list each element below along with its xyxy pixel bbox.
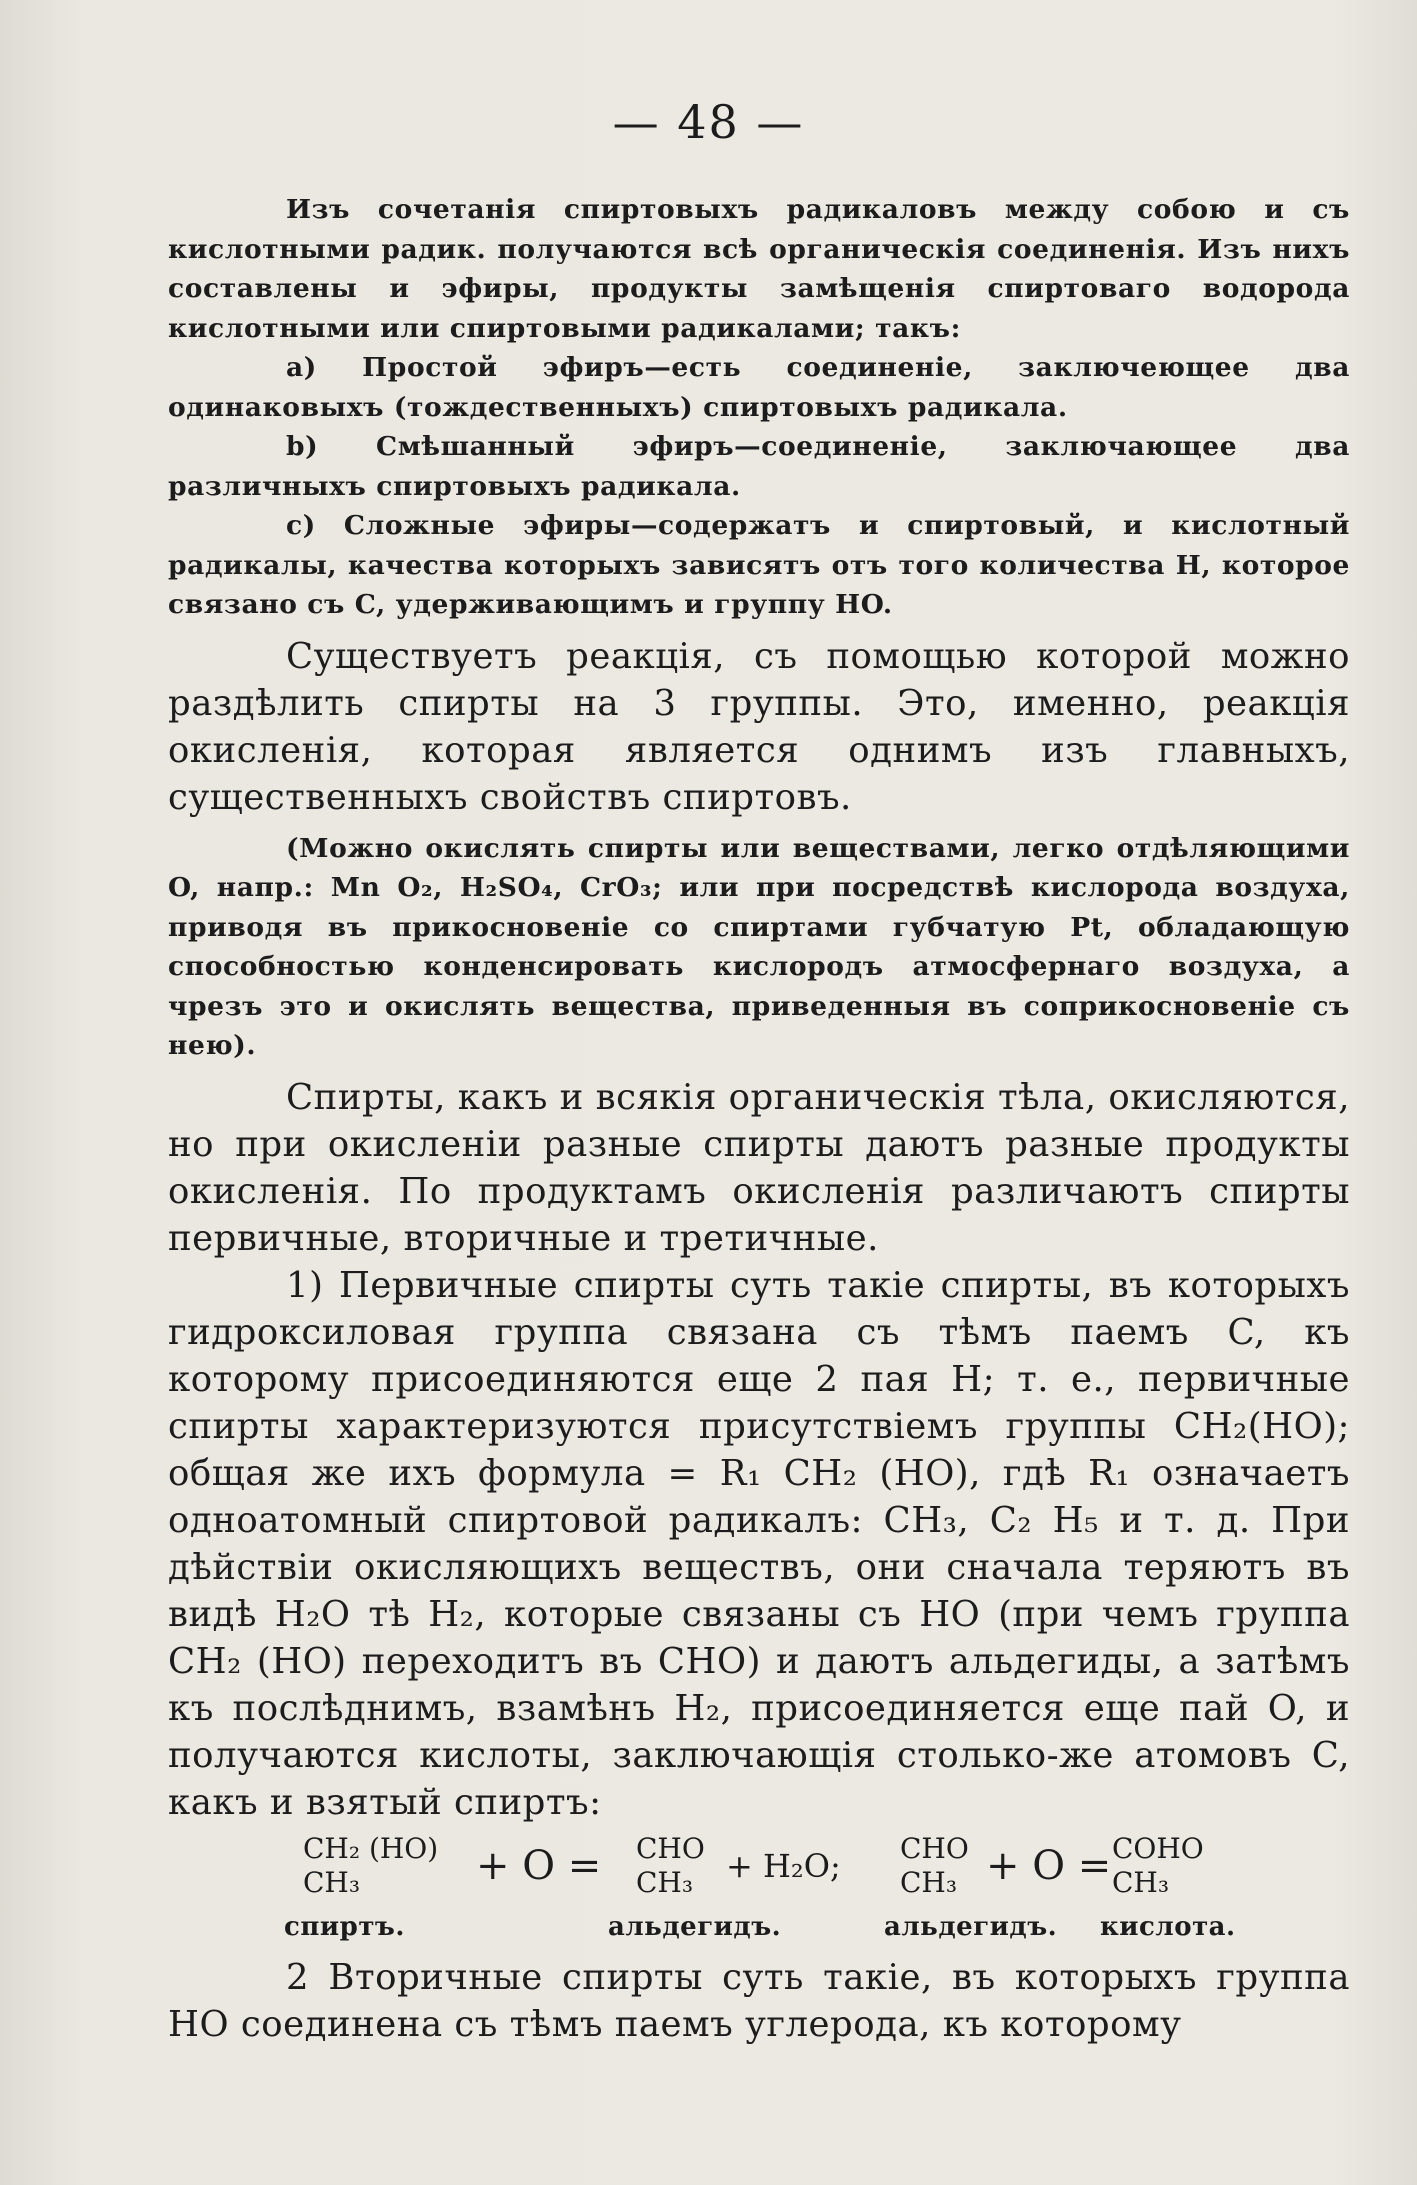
oxidizer-note xyxy=(168,829,1350,1066)
equation-term-aldehyde-2 xyxy=(900,1832,969,1900)
caption-alcohol: спиртъ. xyxy=(284,1911,405,1942)
equation-term-top: COHO xyxy=(1112,1831,1204,1865)
equation-term-bottom: CH₃ xyxy=(303,1865,361,1899)
oxidation-section xyxy=(168,633,1350,821)
equation-term-top: CHO xyxy=(636,1831,705,1865)
caption-acid: кислота. xyxy=(1100,1911,1236,1942)
secondary-alcohols-paragraph: 2 Вторичные спирты суть такіе, въ которыхъ группа HO соединена съ тѣмъ паемъ углерода, къ которому xyxy=(168,1956,1350,2045)
caption-aldehyde-2: альдегидъ. xyxy=(884,1911,1058,1942)
complex-ether-paragraph: c) Сложные эфиры—содержатъ и спиртовый, и кислотный радикалы, качества которыхъ зависятъ отъ того количества H, которое связано съ C, удерживающимъ и группу HO. xyxy=(168,510,1350,620)
intro-paragraph: Изъ сочетанія спиртовыхъ радикаловъ между собою и съ кислотными радик. получаются всѣ органическія соединенія. Изъ нихъ составлены и эфиры, продукты замѣщенія спиртоваго водорода кислотными или спиртовыми радикалами; такъ: xyxy=(168,194,1350,344)
simple-ether-paragraph: a) Простой эфиръ—есть соединеніе, заключеющее два одинаковыхъ (тождественныхъ) спиртовыхъ радикала. xyxy=(168,352,1350,423)
page-number: — 48 — xyxy=(612,95,805,149)
caption-aldehyde: альдегидъ. xyxy=(608,1911,782,1942)
oxidation-equation xyxy=(168,1828,1350,1948)
equation-operator: + O = xyxy=(476,1842,602,1889)
oxidation-paragraph: Существуетъ реакція, съ помощью которой можно раздѣлить спирты на 3 группы. Это, именно, реакція окисленія, которая является однимъ изъ главныхъ, существенныхъ свойствъ спиртовъ. xyxy=(168,635,1350,818)
equation-term-top: CH₂ (HO) xyxy=(303,1831,439,1865)
equation-term-aldehyde xyxy=(636,1832,705,1900)
classification-paragraph: Спирты, какъ и всякія органическія тѣла, окисляются, но при окисленіи разные спирты даютъ разные продукты окисленія. По продуктамъ окисленія различаютъ спирты первичные, вторичные и третичные. xyxy=(168,1076,1350,1259)
equation-term-bottom: CH₃ xyxy=(636,1865,694,1899)
secondary-section xyxy=(168,1954,1350,2048)
page-body xyxy=(168,190,1350,2048)
mixed-ether-paragraph: b) Смѣшанный эфиръ—соединеніе, заключающее два различныхъ спиртовыхъ радикала. xyxy=(168,431,1350,502)
equation-term-top: CHO xyxy=(900,1831,969,1865)
oxidizer-note-paragraph: (Можно окислять спирты или веществами, легко отдѣляющими O, напр.: Mn O₂, H₂SO₄, CrO₃; или при посредствѣ кислорода воздуха, приводя въ прикосновеніе со спиртами губчатую Pt, обладающую способностью конденсировать кислородъ атмосфернаго воздуха, а чрезъ это и окислять вещества, приведенныя въ соприкосновеніе съ нею). xyxy=(168,832,1350,1061)
primary-alcohols-paragraph: 1) Первичные спирты суть такіе спирты, въ которыхъ гидроксиловая группа связана съ тѣмъ паемъ C, къ которому присоединяются еще 2 пая H; т. е., первичные спирты характеризуются присутствіемъ группы CH₂(HO); общая же ихъ формула = R₁ CH₂ (HO), гдѣ R₁ означаетъ одноатомный спиртовой радикалъ: CH₃, C₂ H₅ и т. д. При дѣйствіи окисляющихъ веществъ, они сначала теряютъ въ видѣ H₂O тѣ H₂, которые связаны съ HO (при чемъ группа CH₂ (HO) переходитъ въ CHO) и даютъ альдегиды, а затѣмъ къ послѣднимъ, взамѣнъ H₂, присоединяется еще пай O, и получаются кислоты, заключающія столько-же атомовъ C, какъ и взятый спиртъ: xyxy=(168,1264,1350,1823)
ether-section xyxy=(168,190,1350,625)
equation-operator: + O = xyxy=(986,1842,1112,1889)
equation-operator: + H₂O; xyxy=(726,1846,841,1885)
equation-term-bottom: CH₃ xyxy=(900,1865,958,1899)
equation-term-acid xyxy=(1112,1832,1204,1900)
classification-section xyxy=(168,1074,1350,1826)
equation-term-bottom: CH₃ xyxy=(1112,1865,1170,1899)
equation-term-alcohol xyxy=(303,1832,438,1900)
